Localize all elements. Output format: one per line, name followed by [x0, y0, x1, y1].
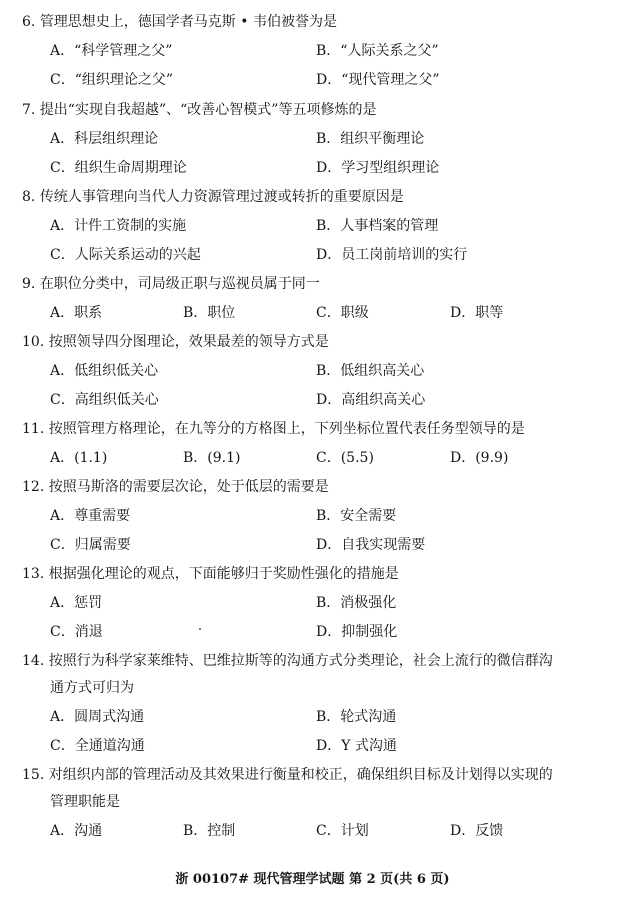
option-d: D．学习型组织理论 — [316, 160, 440, 176]
option-c: C．归属需要 — [50, 537, 131, 553]
option-a: A．(1.1) — [50, 450, 108, 466]
question-14 — [22, 653, 612, 669]
question-6 — [22, 14, 612, 30]
scan-speck — [199, 628, 201, 630]
question-stem: 按照领导四分图理论，效果最差的领导方式是 — [48, 334, 329, 350]
question-9 — [22, 276, 612, 292]
question-11 — [22, 421, 612, 437]
option-a: A．“科学管理之父” — [50, 43, 173, 59]
option-d: D．(9.9) — [450, 450, 509, 466]
option-b: B．控制 — [183, 823, 236, 839]
question-number: 12. — [22, 479, 45, 495]
option-c: C．计划 — [316, 823, 369, 839]
option-a: A．职系 — [50, 305, 103, 321]
question-stem: 按照马斯洛的需要层次论，处于低层的需要是 — [48, 479, 329, 495]
option-b: B．(9.1) — [183, 450, 241, 466]
question-stem: 管理思想史上，德国学者马克斯 • 韦伯被誉为是 — [39, 14, 337, 30]
option-c: C．高组织低关心 — [50, 392, 159, 408]
question-number: 6. — [22, 14, 36, 30]
question-stem: 传统人事管理向当代人力资源管理过渡或转折的重要原因是 — [39, 189, 404, 205]
option-c: C．全通道沟通 — [50, 738, 145, 754]
option-c: C．消退 — [50, 624, 103, 640]
option-a: A．尊重需要 — [50, 508, 131, 524]
option-d: D．抑制强化 — [316, 624, 398, 640]
question-number: 10. — [22, 334, 45, 350]
option-c: C．“组织理论之父” — [50, 72, 174, 88]
option-d: D．“现代管理之父” — [316, 72, 440, 88]
option-c: C．(5.5) — [316, 450, 374, 466]
question-stem: 在职位分类中，司局级正职与巡视员属于同一 — [39, 276, 320, 292]
question-number: 11. — [22, 421, 45, 437]
question-stem: 按照行为科学家莱维特、巴维拉斯等的沟通方式分类理论，社会上流行的微信群沟 — [48, 653, 553, 669]
question-number: 8. — [22, 189, 36, 205]
question-7 — [22, 102, 612, 118]
option-d: D．反馈 — [450, 823, 504, 839]
question-number: 15. — [22, 767, 45, 783]
option-b: B．职位 — [183, 305, 236, 321]
option-c: C．人际关系运动的兴起 — [50, 247, 201, 263]
question-15 — [22, 767, 612, 783]
question-stem: 提出“实现自我超越”、“改善心智模式”等五项修炼的是 — [39, 102, 377, 118]
option-d: D．职等 — [450, 305, 504, 321]
option-d: D．员工岗前培训的实行 — [316, 247, 468, 263]
option-d: D．Y 式沟通 — [316, 738, 397, 754]
option-a: A．圆周式沟通 — [50, 709, 145, 725]
question-12 — [22, 479, 612, 495]
option-b: B．人事档案的管理 — [316, 218, 439, 234]
option-a: A．惩罚 — [50, 595, 103, 611]
option-a: A．计件工资制的实施 — [50, 218, 187, 234]
option-a: A．科层组织理论 — [50, 131, 159, 147]
option-a: A．沟通 — [50, 823, 103, 839]
page-footer: 浙 00107# 现代管理学试题 第 2 页(共 6 页) — [175, 872, 450, 887]
option-b: B．低组织高关心 — [316, 363, 425, 379]
question-13 — [22, 566, 612, 582]
option-b: B．“人际关系之父” — [316, 43, 439, 59]
question-stem-continued: 通方式可归为 — [50, 680, 134, 696]
option-a: A．低组织低关心 — [50, 363, 159, 379]
question-number: 9. — [22, 276, 36, 292]
option-c: C．职级 — [316, 305, 369, 321]
question-8 — [22, 189, 612, 205]
option-b: B．轮式沟通 — [316, 709, 397, 725]
option-b: B．消极强化 — [316, 595, 397, 611]
question-10 — [22, 334, 612, 350]
option-b: B．安全需要 — [316, 508, 397, 524]
option-d: D．自我实现需要 — [316, 537, 426, 553]
question-stem: 根据强化理论的观点，下面能够归于奖励性强化的措施是 — [48, 566, 399, 582]
question-stem: 对组织内部的管理活动及其效果进行衡量和校正，确保组织目标及计划得以实现的 — [48, 767, 553, 783]
question-number: 13. — [22, 566, 45, 582]
option-c: C．组织生命周期理论 — [50, 160, 187, 176]
question-number: 14. — [22, 653, 45, 669]
question-stem-continued: 管理职能是 — [50, 794, 120, 810]
option-b: B．组织平衡理论 — [316, 131, 425, 147]
question-number: 7. — [22, 102, 36, 118]
option-d: D．高组织高关心 — [316, 392, 426, 408]
question-stem: 按照管理方格理论，在九等分的方格图上，下列坐标位置代表任务型领导的是 — [48, 421, 525, 437]
